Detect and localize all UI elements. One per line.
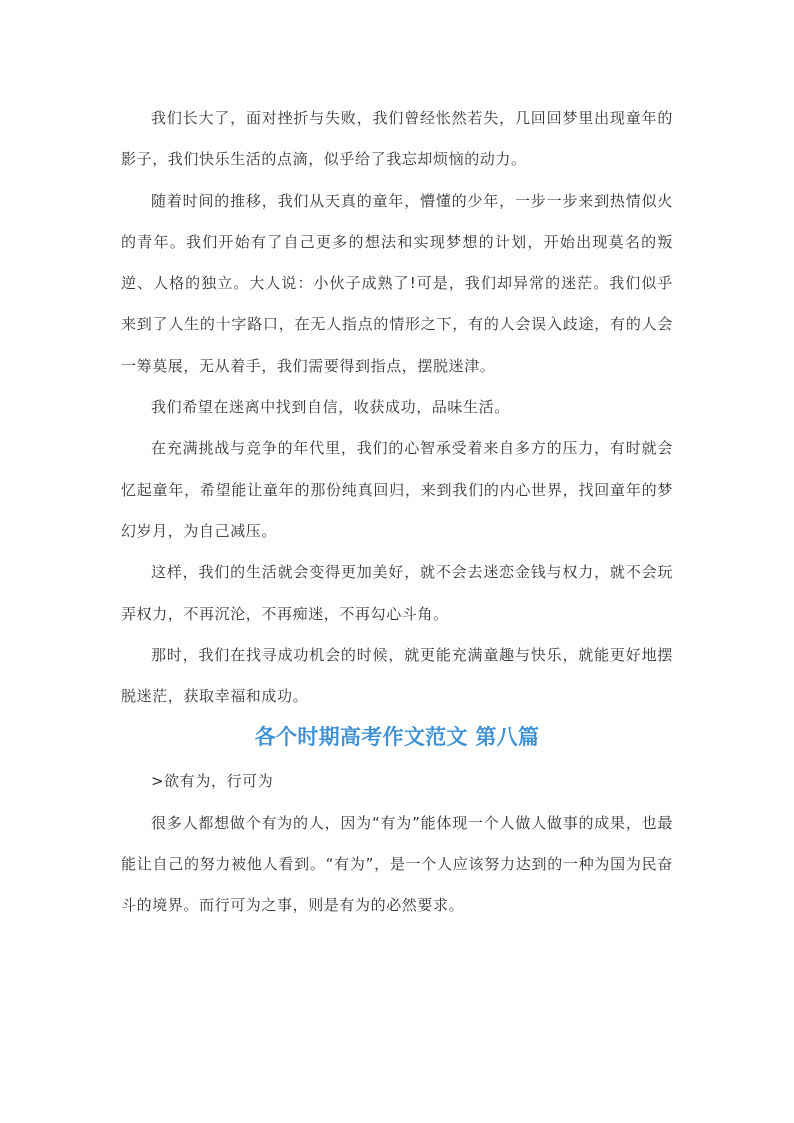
paragraph: 在充满挑战与竞争的年代里，我们的心智承受着来自多方的压力，有时就会忆起童年，希望能让童年的那份纯真回归，来到我们的内心世界，找回童年的梦幻岁月，为自己减压。 [121,439,673,540]
paragraph: 这样，我们的生活就会变得更加美好，就不会去迷恋金钱与权力，就不会玩弄权力，不再沉沦，不再痴迷，不再勾心斗角。 [121,563,673,623]
paragraph: 很多人都想做个有为的人，因为“有为”能体现一个人做人做事的成果，也最能让自己的努力被他人看到。“有为”，是一个人应该努力达到的一种为国为民奋斗的境界。而行可为之事，则是有为的必然要求。 [121,813,673,915]
section-heading: 各个时期高考作文范文 第八篇 [254,725,540,750]
document-body [121,98,673,927]
paragraph: 那时，我们在找寻成功机会的时候，就更能充满童趣与快乐，就能更好地摆脱迷茫，获取幸福和成功。 [121,645,673,706]
paragraph-subtitle: >欲有为，行可为 [151,772,274,791]
paragraph: 我们希望在迷离中找到自信，收获成功，品味生活。 [151,398,510,417]
paragraph: 我们长大了，面对挫折与失败，我们曾经怅然若失，几回回梦里出现童年的影子，我们快乐生活的点滴，似乎给了我忘却烦恼的动力。 [121,109,673,169]
paragraph: 随着时间的推移，我们从天真的童年，懵懂的少年，一步一步来到热情似火的青年。我们开始有了自己更多的想法和实现梦想的计划，开始出现莫名的叛逆、人格的独立。大人说：小伙子成熟了!可是，我们却异常的迷茫。我们似乎来到了人生的十字路口，在无人指点的情形之下，有的人会误入歧途，有的人会一筹莫展，无从着手，我们需要得到指点，摆脱迷津。 [121,191,673,375]
